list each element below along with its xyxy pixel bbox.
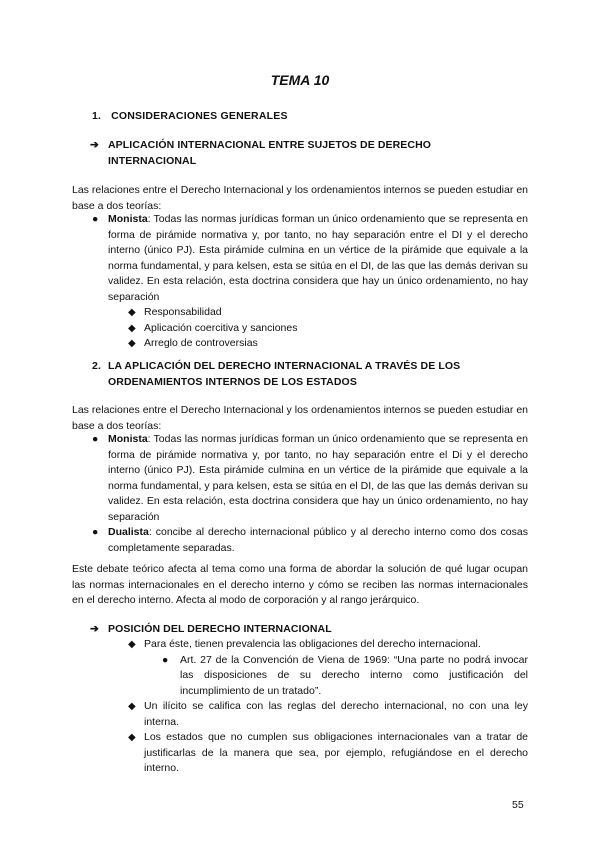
subsection-1-title: APLICACIÓN INTERNACIONAL ENTRE SUJETOS DE DERECHO INTERNACIONAL: [108, 139, 432, 167]
list-item-text: Para éste, tienen prevalencia las obligaciones del derecho internacional.: [144, 638, 481, 650]
list-item-dualista: [92, 525, 528, 556]
diamond-bullet-icon: ◆: [128, 338, 136, 349]
list-item-text: Arreglo de controversias: [144, 337, 258, 349]
intro-paragraph-1: Las relaciones entre el Derecho Internacional y los ordenamientos internos se pueden estudiar en base a dos teorías:: [72, 184, 528, 212]
list-item-text: Un ilícito se califica con las reglas del derecho internacional, no con una ley interna.: [144, 700, 528, 728]
subsection-2-heading: [90, 621, 510, 637]
monista-1-block: [0, 212, 600, 352]
list-item: [128, 637, 528, 653]
list-item: [128, 305, 600, 321]
bullet-dot-icon: ●: [162, 653, 169, 666]
list-item-text: Art. 27 de la Convención de Viena de 1969: “Una parte no podrá invocar las disposiciones de su derecho interno como justificación del incumplimiento de un tratado”.: [180, 653, 528, 697]
section-1-heading: [92, 110, 288, 122]
arrow-icon: ➔: [90, 139, 99, 151]
term-definition: : Todas las normas jurídicas forman un único ordenamiento que se representa en forma de pirámide normativa y, por tanto, no hay separación entre el DI y el derecho interno (único PJ). Esta pirámide culmina en un vértice de la pirámide que equivale a la norma fundamental, y para kelsen, esta se sitúa en el DI, de las que las demás derivan su validez. En esta relación, esta doctrina considera que hay un único ordenamiento, no hay separación: [108, 213, 528, 303]
list-item: [128, 321, 600, 337]
term-label: Dualista: [108, 526, 149, 538]
arrow-icon: ➔: [90, 623, 99, 635]
list-item-monista-2: [92, 432, 528, 525]
diamond-bullet-icon: ◆: [128, 639, 136, 650]
term-label: Monista: [108, 433, 148, 445]
list-item: [128, 730, 528, 777]
term-definition: : Todas las normas jurídicas forman un único ordenamiento que se representa en forma de pirámide normativa y, por tanto, no hay separación entre el Di y el derecho interno (único PJ). Esta pirámide culmina en un vértice de la pirámide que equivale a la norma fundamental, y para kelsen, esta se sitúa en el DI, de las que las demás derivan su validez. En esta relación, esta doctrina considera que hay un único ordenamiento, no hay separación: [108, 433, 528, 523]
diamond-bullet-icon: ◆: [128, 732, 136, 743]
bullet-dot-icon: ●: [92, 213, 99, 225]
list-item-text: Los estados que no cumplen sus obligaciones internacionales van a tratar de justificarlas de la manera que sea, por ejemplo, refugiándose en el derecho interno.: [144, 731, 528, 774]
section-2-title: LA APLICACIÓN DEL DERECHO INTERNACIONAL A TRAVÉS DE LOS ORDENAMIENTOS INTERNOS DE LOS ESTADOS: [108, 360, 461, 388]
diamond-bullet-icon: ◆: [128, 701, 136, 712]
bullet-dot-icon: ●: [92, 433, 99, 445]
section-1-title: CONSIDERACIONES GENERALES: [111, 110, 288, 122]
diamond-bullet-icon: ◆: [128, 307, 136, 318]
debate-paragraph: Este debate teórico afecta al tema como una forma de abordar la solución de qué lugar ocupan las normas internacionales en el derecho interno y cómo se reciben las normas internacionales en el derecho interno. Afecta al modo de corporación y al rango jerárquico.: [72, 563, 528, 606]
section-1-number: 1.: [92, 110, 102, 122]
list-item-viena: [162, 653, 528, 700]
section-2-number: 2.: [92, 360, 101, 372]
bullet-dot-icon: ●: [92, 526, 99, 538]
subsection-2-title: POSICIÓN DEL DERECHO INTERNACIONAL: [108, 623, 332, 635]
term-label: Monista: [108, 213, 148, 225]
list-item-text: Aplicación coercitiva y sanciones: [144, 321, 298, 334]
term-definition: : concibe al derecho internacional público y al derecho interno como dos cosas completamente separadas.: [108, 526, 528, 554]
list-item-monista-1: [92, 212, 528, 305]
intro-paragraph-2: Las relaciones entre el Derecho Internacional y los ordenamientos internos se pueden estudiar en base a dos teorías:: [72, 404, 528, 432]
theories-2-block: [0, 432, 600, 556]
page-title: TEMA 10: [270, 72, 330, 88]
page-number: 55: [512, 799, 524, 811]
diamond-bullet-icon: ◆: [128, 322, 136, 334]
subsection-1-heading: [90, 137, 510, 169]
list-item-text: Responsabilidad: [144, 306, 222, 318]
list-item: [128, 699, 528, 730]
section-2-heading: [92, 358, 528, 390]
posicion-block: [0, 637, 600, 777]
list-item: [128, 336, 600, 352]
